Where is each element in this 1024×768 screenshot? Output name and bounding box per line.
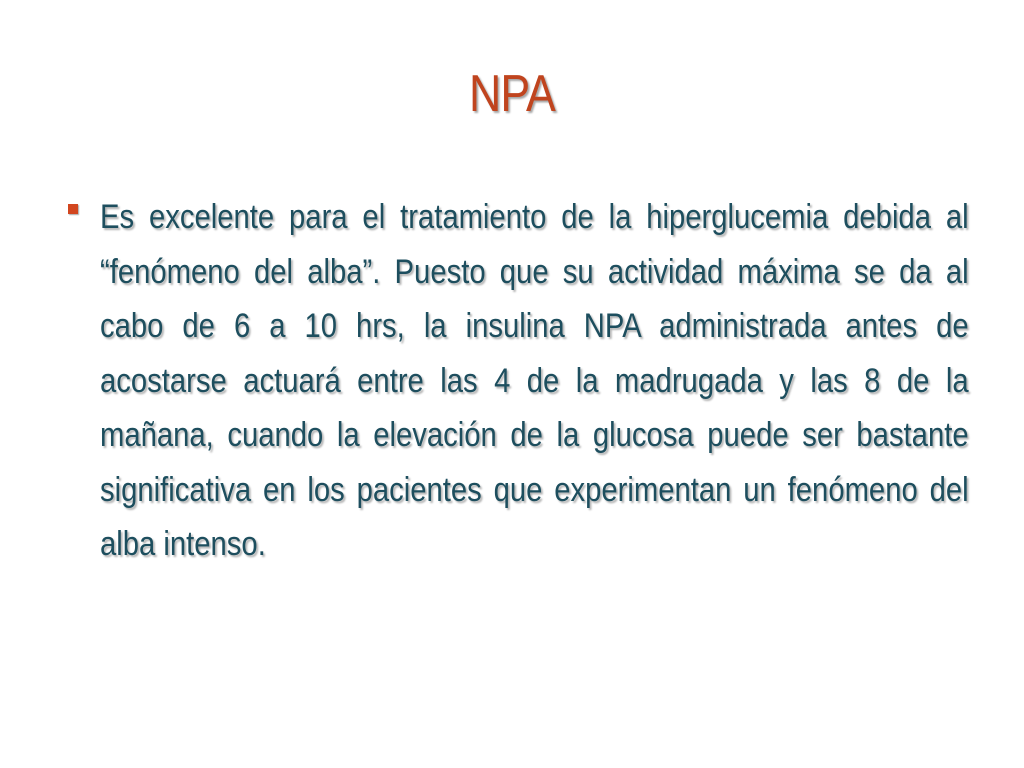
bullet-text: Es excelente para el tratamiento de la hiperglucemia debida al “fenómeno del alba”. Puesto que su actividad máxima se da al cabo de 6 a 10 hrs, la insulina NPA administrada antes de acostarse actuará entre las 4 de la madrugada y las 8 de la mañana, cuando la elevación de la glucosa puede ser bastante significativa en los pacientes que experimentan un fenómeno del alba intenso. <box>100 198 969 563</box>
square-bullet-icon <box>68 204 78 214</box>
slide-title: NPA <box>468 65 556 123</box>
bullet-item <box>64 190 968 630</box>
